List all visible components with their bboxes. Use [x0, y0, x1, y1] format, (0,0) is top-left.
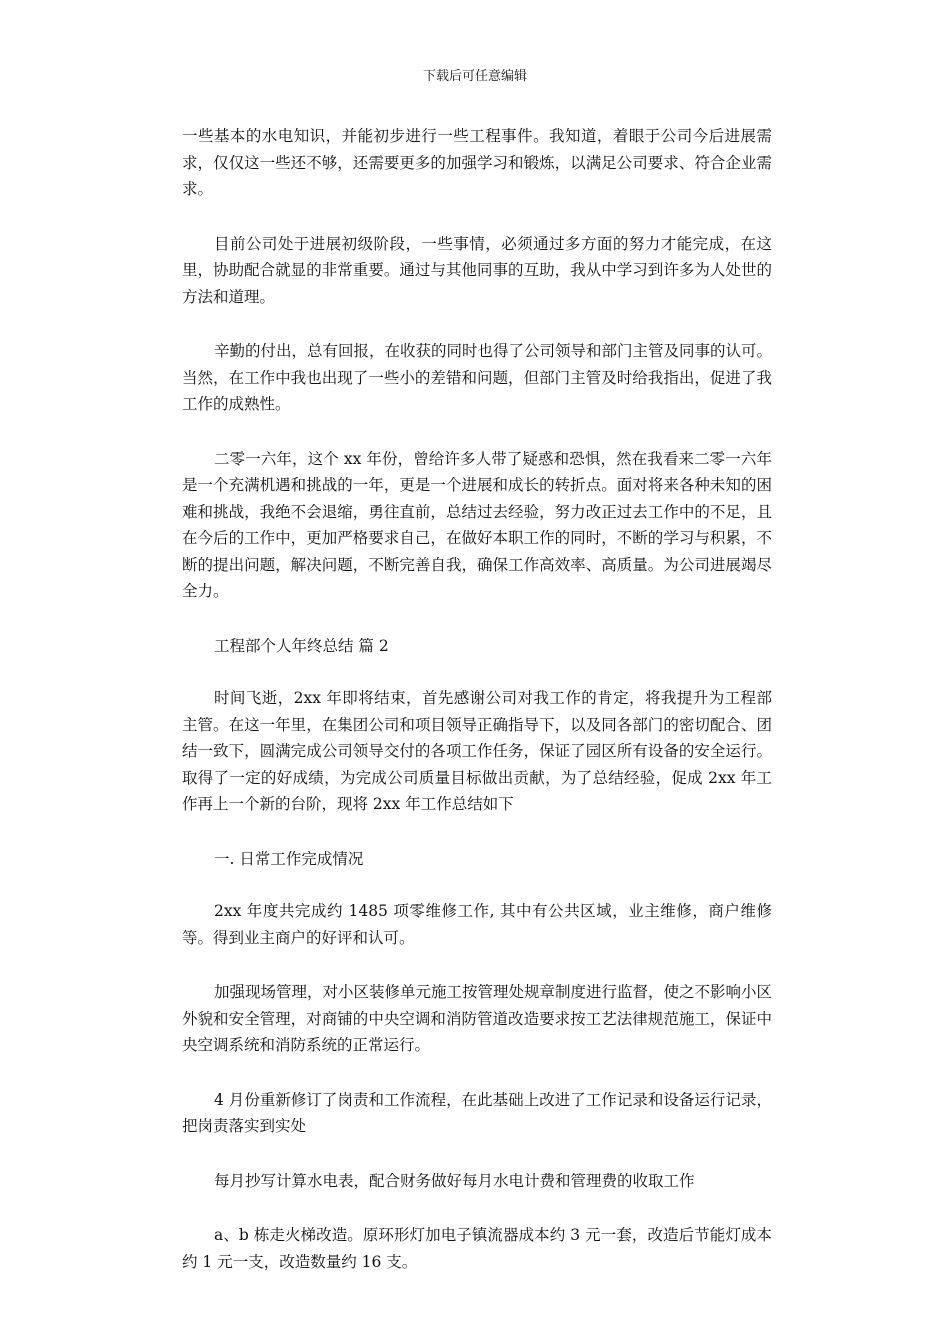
paragraph-6: 2xx 年度共完成约 1485 项零维修工作, 其中有公共区域，业主维修，商户维修等。得到业主商户的好评和认可。 — [182, 902, 772, 947]
paragraph-3: 辛勤的付出，总有回报，在收获的同时也得了公司领导和部门主管及同事的认可。当然，在工作中我也出现了一些小的差错和问题，但部门主管及时给我指出，促进了我工作的成熟性。 — [182, 342, 773, 413]
paragraph-2: 目前公司处于进展初级阶段，一些事情，必须通过多方面的努力才能完成，在这里，协助配合就显的非常重要。通过与其他同事的互助，我从中学习到许多为人处世的方法和道理。 — [182, 234, 772, 306]
paragraph-10: a、b 栋走火梯改造。原环形灯加电子镇流器成本约 3 元一套，改造后节能灯成本约 1 元一支，改造数量约 16 支。 — [182, 1226, 772, 1271]
paragraph-8: 4 月份重新修订了岗责和工作流程，在此基础上改进了工作记录和设备运行记录，把岗责落实到实处 — [182, 1090, 772, 1135]
paragraph-4: 二零一六年，这个 xx 年份，曾给许多人带了疑惑和恐惧，然在我看来二零一六年是一个充满机遇和挑战的一年，更是一个进展和成长的转折点。面对将来各种未知的困难和挑战，我绝不会退缩，勇往直前，总结过去经验，努力改正过去工作中的不足，且在今后的工作中，更加严格要求自己，在做好本职工作的同时，不断的学习与积累，不断的提出问题，解决问题，不断完善自我，确保工作高效率、高质量。为公司进展竭尽全力。 — [182, 449, 772, 600]
section-heading: 工程部个人年终总结 篇 2 — [214, 636, 389, 655]
paragraph-9: 每月抄写计算水电表，配合财务做好每月水电计费和管理费的收取工作 — [214, 1171, 695, 1190]
paragraph-5: 时间飞逝，2xx 年即将结束，首先感谢公司对我工作的肯定，将我提升为工程部主管。在这一年里，在集团公司和项目领导正确指导下，以及同各部门的密切配合、团结一致下，圆满完成公司领导交付的各项工作任务，保证了园区所有设备的安全运行。取得了一定的好成绩，为完成公司质量目标做出贡献，为了总结经验，促成 2xx 年工作再上一个新的台阶，现将 2xx 年工作总结如下 — [182, 689, 772, 813]
page-header: 下载后可任意编辑 — [422, 69, 527, 84]
document-body — [182, 123, 772, 1303]
subsection-heading: 一. 日常工作完成情况 — [214, 849, 364, 868]
paragraph-7: 加强现场管理，对小区装修单元施工按管理处规章制度进行监督，使之不影响小区外貌和安全管理，对商铺的中央空调和消防管道改造要求按工艺法律规范施工，保证中央空调系统和消防系统的正常运行。 — [182, 983, 773, 1054]
paragraph-1: 一些基本的水电知识，并能初步进行一些工程事件。我知道，着眼于公司今后进展需求，仅仅这一些还不够，还需要更多的加强学习和锻炼，以满足公司要求、符合企业需求。 — [182, 127, 772, 198]
